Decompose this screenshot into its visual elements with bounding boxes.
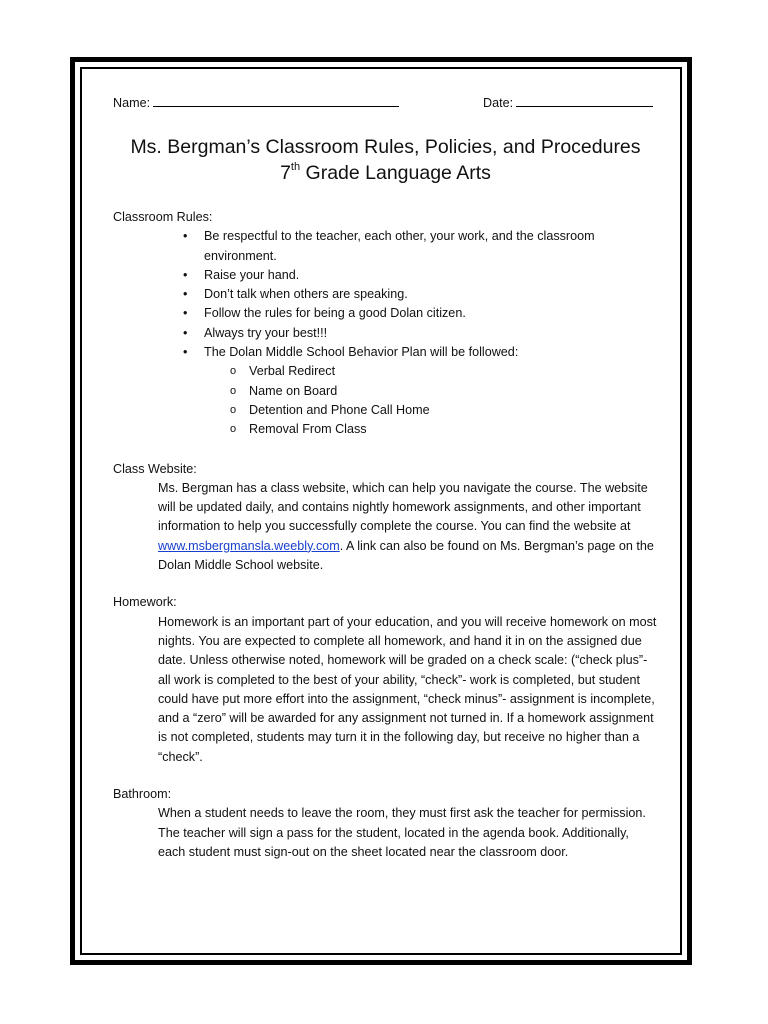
- grade-number: 7: [280, 162, 291, 184]
- class-website-paragraph: [158, 479, 658, 575]
- homework-paragraph: Homework is an important part of your education, and you will receive homework on most nights. You are expected to complete all homework, and hand it in on the assigned due date. Unless otherwise noted, homework will be graded on a check scale: (“check plus”- all work is completed to the best of your ability, “check”- work is completed, but student could have put more effort into the assignment, “check minus”- assignment is incomplete, and a “zero” will be awarded for any assignment not turned in. If a homework assignment is not completed, students may turn it in the following day, but receive no higher than a “check”.: [158, 614, 657, 764]
- homework-section: [113, 593, 658, 767]
- classroom-rules-heading: Classroom Rules:: [113, 210, 213, 224]
- grade-suffix: th: [290, 161, 301, 173]
- rule-item: • Be respectful to the teacher, each other, your work, and the classroom environment.: [183, 227, 658, 266]
- behavior-plan-item: o Verbal Redirect: [230, 362, 658, 381]
- document-body: [113, 92, 658, 862]
- rule-item: • Raise your hand.: [183, 266, 658, 285]
- rule-item: • Don’t talk when others are speaking.: [183, 285, 658, 304]
- website-text-after: . A link can also be found on Ms. Bergman’s page on the Dolan Middle School website.: [158, 538, 654, 573]
- rules-list: [113, 227, 658, 439]
- header-row: [113, 92, 658, 114]
- behavior-plan-item: o Removal From Class: [230, 420, 658, 439]
- class-website-section: [113, 460, 658, 576]
- rule-item: • Follow the rules for being a good Dolan citizen.: [183, 304, 658, 323]
- name-label: Name:: [113, 96, 151, 110]
- behavior-plan-item: o Detention and Phone Call Home: [230, 401, 658, 420]
- bathroom-heading: Bathroom:: [113, 787, 172, 802]
- date-label: Date:: [483, 96, 514, 110]
- rule-item: • Always try your best!!!: [183, 324, 658, 343]
- behavior-plan-intro: The Dolan Middle School Behavior Plan will be followed:: [204, 345, 519, 360]
- homework-heading: Homework:: [113, 595, 177, 610]
- bathroom-section: [113, 785, 658, 862]
- date-field: [483, 94, 653, 113]
- page-subtitle: [113, 160, 658, 186]
- class-website-heading: Class Website:: [113, 461, 197, 476]
- name-field: [113, 94, 399, 113]
- rule-item: [183, 343, 658, 439]
- classroom-rules-section: [113, 208, 658, 440]
- date-blank-line: [516, 94, 653, 107]
- page-title: Ms. Bergman’s Classroom Rules, Policies, and Procedures: [130, 136, 641, 158]
- class-website-link[interactable]: www.msbergmansla.weebly.com: [158, 538, 340, 553]
- behavior-plan-list: [204, 362, 658, 439]
- behavior-plan-item: o Name on Board: [230, 382, 658, 401]
- name-blank-line: [153, 94, 399, 107]
- subtitle-rest: Grade Language Arts: [300, 162, 491, 184]
- bathroom-paragraph: When a student needs to leave the room, they must first ask the teacher for permission. The teacher will sign a pass for the student, located in the agenda book. Additionally, each student must sign-out on the sheet located near the classroom door.: [158, 806, 646, 859]
- title-block: [113, 134, 658, 186]
- website-text-before: Ms. Bergman has a class website, which can help you navigate the course. The website will be updated daily, and contains nightly homework assignments, and other important information to help you successfully complete the course. You can find the website at: [158, 480, 648, 534]
